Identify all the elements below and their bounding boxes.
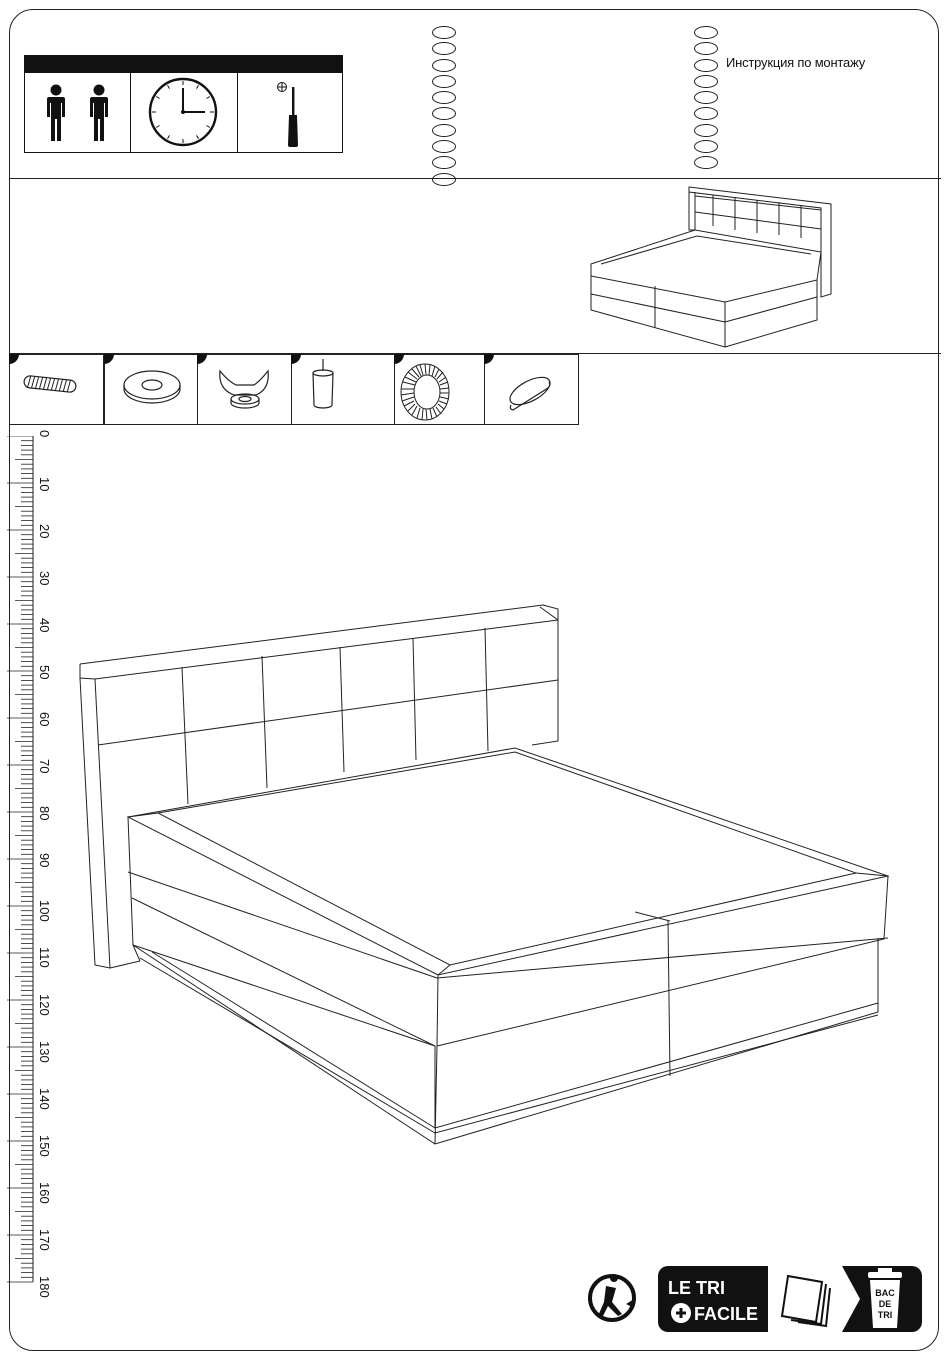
- checkbox-oval-column-1: [432, 26, 458, 189]
- ruler-label: 110: [37, 947, 52, 968]
- part-threaded-rod: [9, 354, 104, 425]
- ruler-label: 20: [37, 524, 52, 539]
- screwdriver-icon: [238, 73, 344, 152]
- checkbox-oval: [694, 42, 718, 55]
- ruler-label: 140: [37, 1088, 52, 1110]
- checkbox-oval: [432, 26, 456, 39]
- part-serrated-washer: [394, 354, 485, 425]
- ruler-label: 130: [37, 1041, 52, 1063]
- ruler-label: 120: [37, 994, 52, 1016]
- divider-top: [9, 178, 941, 179]
- checkbox-oval: [432, 91, 456, 104]
- part-wing-nut: [197, 354, 292, 425]
- checkbox-oval: [432, 107, 456, 120]
- bed-main-illustration: [70, 598, 900, 1158]
- ruler-label: 170: [37, 1229, 52, 1251]
- checkbox-oval: [432, 156, 456, 169]
- wing-nut-icon: [198, 355, 293, 426]
- requirements-box: [24, 55, 343, 153]
- ruler-label: 80: [37, 806, 52, 821]
- checkbox-oval: [694, 26, 718, 39]
- ruler-label: 160: [37, 1182, 52, 1204]
- ruler-label: 40: [37, 618, 52, 633]
- part-washer: [104, 354, 198, 425]
- ruler-label: 100: [37, 900, 52, 922]
- part-bed-leg: [291, 354, 395, 425]
- checkbox-oval: [432, 59, 456, 72]
- checkbox-oval: [694, 156, 718, 169]
- measurement-ruler: [4, 430, 54, 1298]
- checkbox-oval: [432, 42, 456, 55]
- ruler-label: 50: [37, 665, 52, 680]
- threaded-rod-icon: [10, 355, 105, 426]
- checkbox-oval: [694, 140, 718, 153]
- felt-pad-icon: [485, 355, 580, 426]
- checkbox-oval: [432, 75, 456, 88]
- bin-text-2: DE: [878, 1299, 892, 1309]
- ruler-label: 150: [37, 1135, 52, 1157]
- washer-icon: [105, 355, 199, 426]
- logo-line-2: FACILE: [694, 1304, 759, 1324]
- checkbox-oval: [694, 91, 718, 104]
- checkbox-oval-column-2: [694, 26, 720, 173]
- logo-line-1: LE TRI: [668, 1278, 725, 1298]
- ruler-label: 90: [37, 853, 52, 868]
- recycling-person-icon: [590, 1274, 636, 1320]
- bin-text-1: BAC: [875, 1288, 895, 1298]
- checkbox-oval: [694, 75, 718, 88]
- checkbox-oval: [432, 124, 456, 137]
- bin-text-3: TRI: [877, 1310, 893, 1320]
- ruler-label: 0: [37, 430, 52, 438]
- checkbox-oval: [432, 173, 456, 186]
- part-felt-pad: [484, 354, 579, 425]
- clock-icon: [131, 73, 238, 152]
- ruler-label: 10: [37, 477, 52, 492]
- bed-leg-icon: [292, 355, 396, 426]
- instruction-title: Инструкция по монтажу: [726, 55, 866, 70]
- ruler-label: 30: [37, 571, 52, 586]
- checkbox-oval: [694, 59, 718, 72]
- bed-preview-illustration: [585, 182, 845, 352]
- checkbox-oval: [432, 140, 456, 153]
- trash-bin-icon: [868, 1268, 902, 1328]
- ruler-label: 70: [37, 759, 52, 774]
- checkbox-oval: [694, 124, 718, 137]
- ruler-label: 60: [37, 712, 52, 727]
- serrated-washer-icon: [395, 355, 486, 426]
- requirements-header-bar: [25, 56, 342, 73]
- le-tri-facile-logo: [588, 1262, 928, 1334]
- two-persons-icon: [25, 73, 131, 152]
- checkbox-oval: [694, 107, 718, 120]
- ruler-label: 180: [37, 1276, 52, 1298]
